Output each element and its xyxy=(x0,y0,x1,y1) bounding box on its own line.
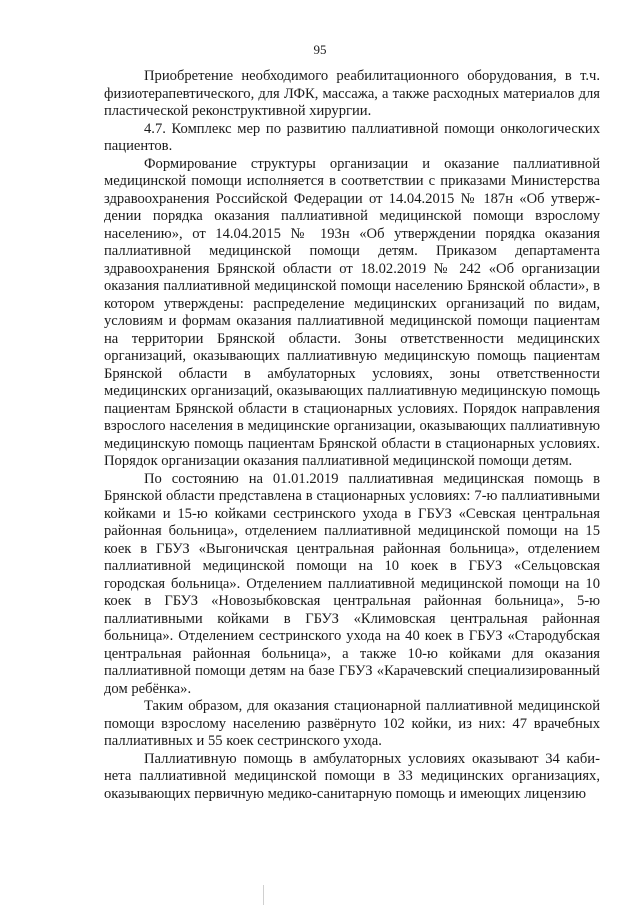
scan-artifact-line xyxy=(263,885,264,905)
paragraph-status-2019: По состоянию на 01.01.2019 паллиативная медицинская помощь в Брянской области представлена в стационарных условиях: 7-ю паллиативными койками и 15-ю койками сестринского ухода в ГБУЗ «Севская центральная районная больница», отделением паллиативной медицинской помощи на 15 коек в ГБУЗ «Выгоничская центральная районная больница», отделением паллиативной медицинской помощи на 10 коек в ГБУЗ «Сельцовская городская больница». Отделением паллиативной медицинской помощи на 10 коек в ГБУЗ «Новозыбковская центральная районная больница», 5-ю паллиативными койками в ГБУЗ «Климовская центральная районная больница». Отделением сестринского ухода на 40 коек в ГБУЗ «Стародубская центральная районная больница», а также 10-ю койками для оказания паллиативной помощи детям на базе ГБУЗ «Карачевский специализированный дом ребёнка». xyxy=(104,470,600,697)
section-heading-4-7: 4.7. Комплекс мер по развитию паллиативной помощи онкологических пациентов. xyxy=(104,120,600,154)
paragraph-summary-beds: Таким образом, для оказания стационарной паллиативной медицинской помощи взрослому населению развёрнуто 102 койки, из них: 47 врачебных паллиативных и 55 коек сестринского ухода. xyxy=(104,698,600,749)
page-number: 95 xyxy=(313,42,327,57)
document-body xyxy=(104,68,600,803)
paragraph-equipment: Приобретение необходимого реабилитационного оборудования, в т.ч. физиотерапевтического, для ЛФК, массажа, а также расходных материалов для пластической реконструктивной хирургии. xyxy=(104,68,600,119)
paragraph-outpatient: Паллиативную помощь в амбулаторных условиях оказывают 34 кабинета паллиативной медицинской помощи в 33 медицинских организациях, оказывающих первичную медико-санитарную помощь и имеющих лицензию xyxy=(104,750,600,802)
paragraph-structure: Формирование структуры организации и оказание паллиативной медицинской помощи исполняется в соответствии с приказами Министерства здравоохранения Российской Федерации от 14.04.2015 № 187н «Об утверждении порядка оказания паллиативной медицинской помощи взрослому населению», от 14.04.2015 № 193н «Об утверждении порядка оказания паллиативной медицинской помощи детям. Приказом департамента здравоохранения Брянской области от 18.02.2019 № 242 «Об организации оказания паллиативной медицинской помощи населению Брянской области», в котором утверждены: распределение медицинских организаций по видам, условиям и формам оказания паллиативной медицинской помощи пациентам на территории Брянской области. Зоны ответственности медицинских организаций, оказывающих паллиативную медицинскую помощь пациентам Брянской области в амбулаторных условиях, зоны ответственности медицинских организаций, оказывающих паллиативную медицинскую помощь пациентам Брянской области в стационарных условиях. Порядок направления взрослого населения в медицинские организации, оказывающих паллиативную медицинскую помощь пациентам Брянской области в стационарных условиях. Порядок организации оказания паллиативной медицинской помощи детям. xyxy=(104,155,600,469)
